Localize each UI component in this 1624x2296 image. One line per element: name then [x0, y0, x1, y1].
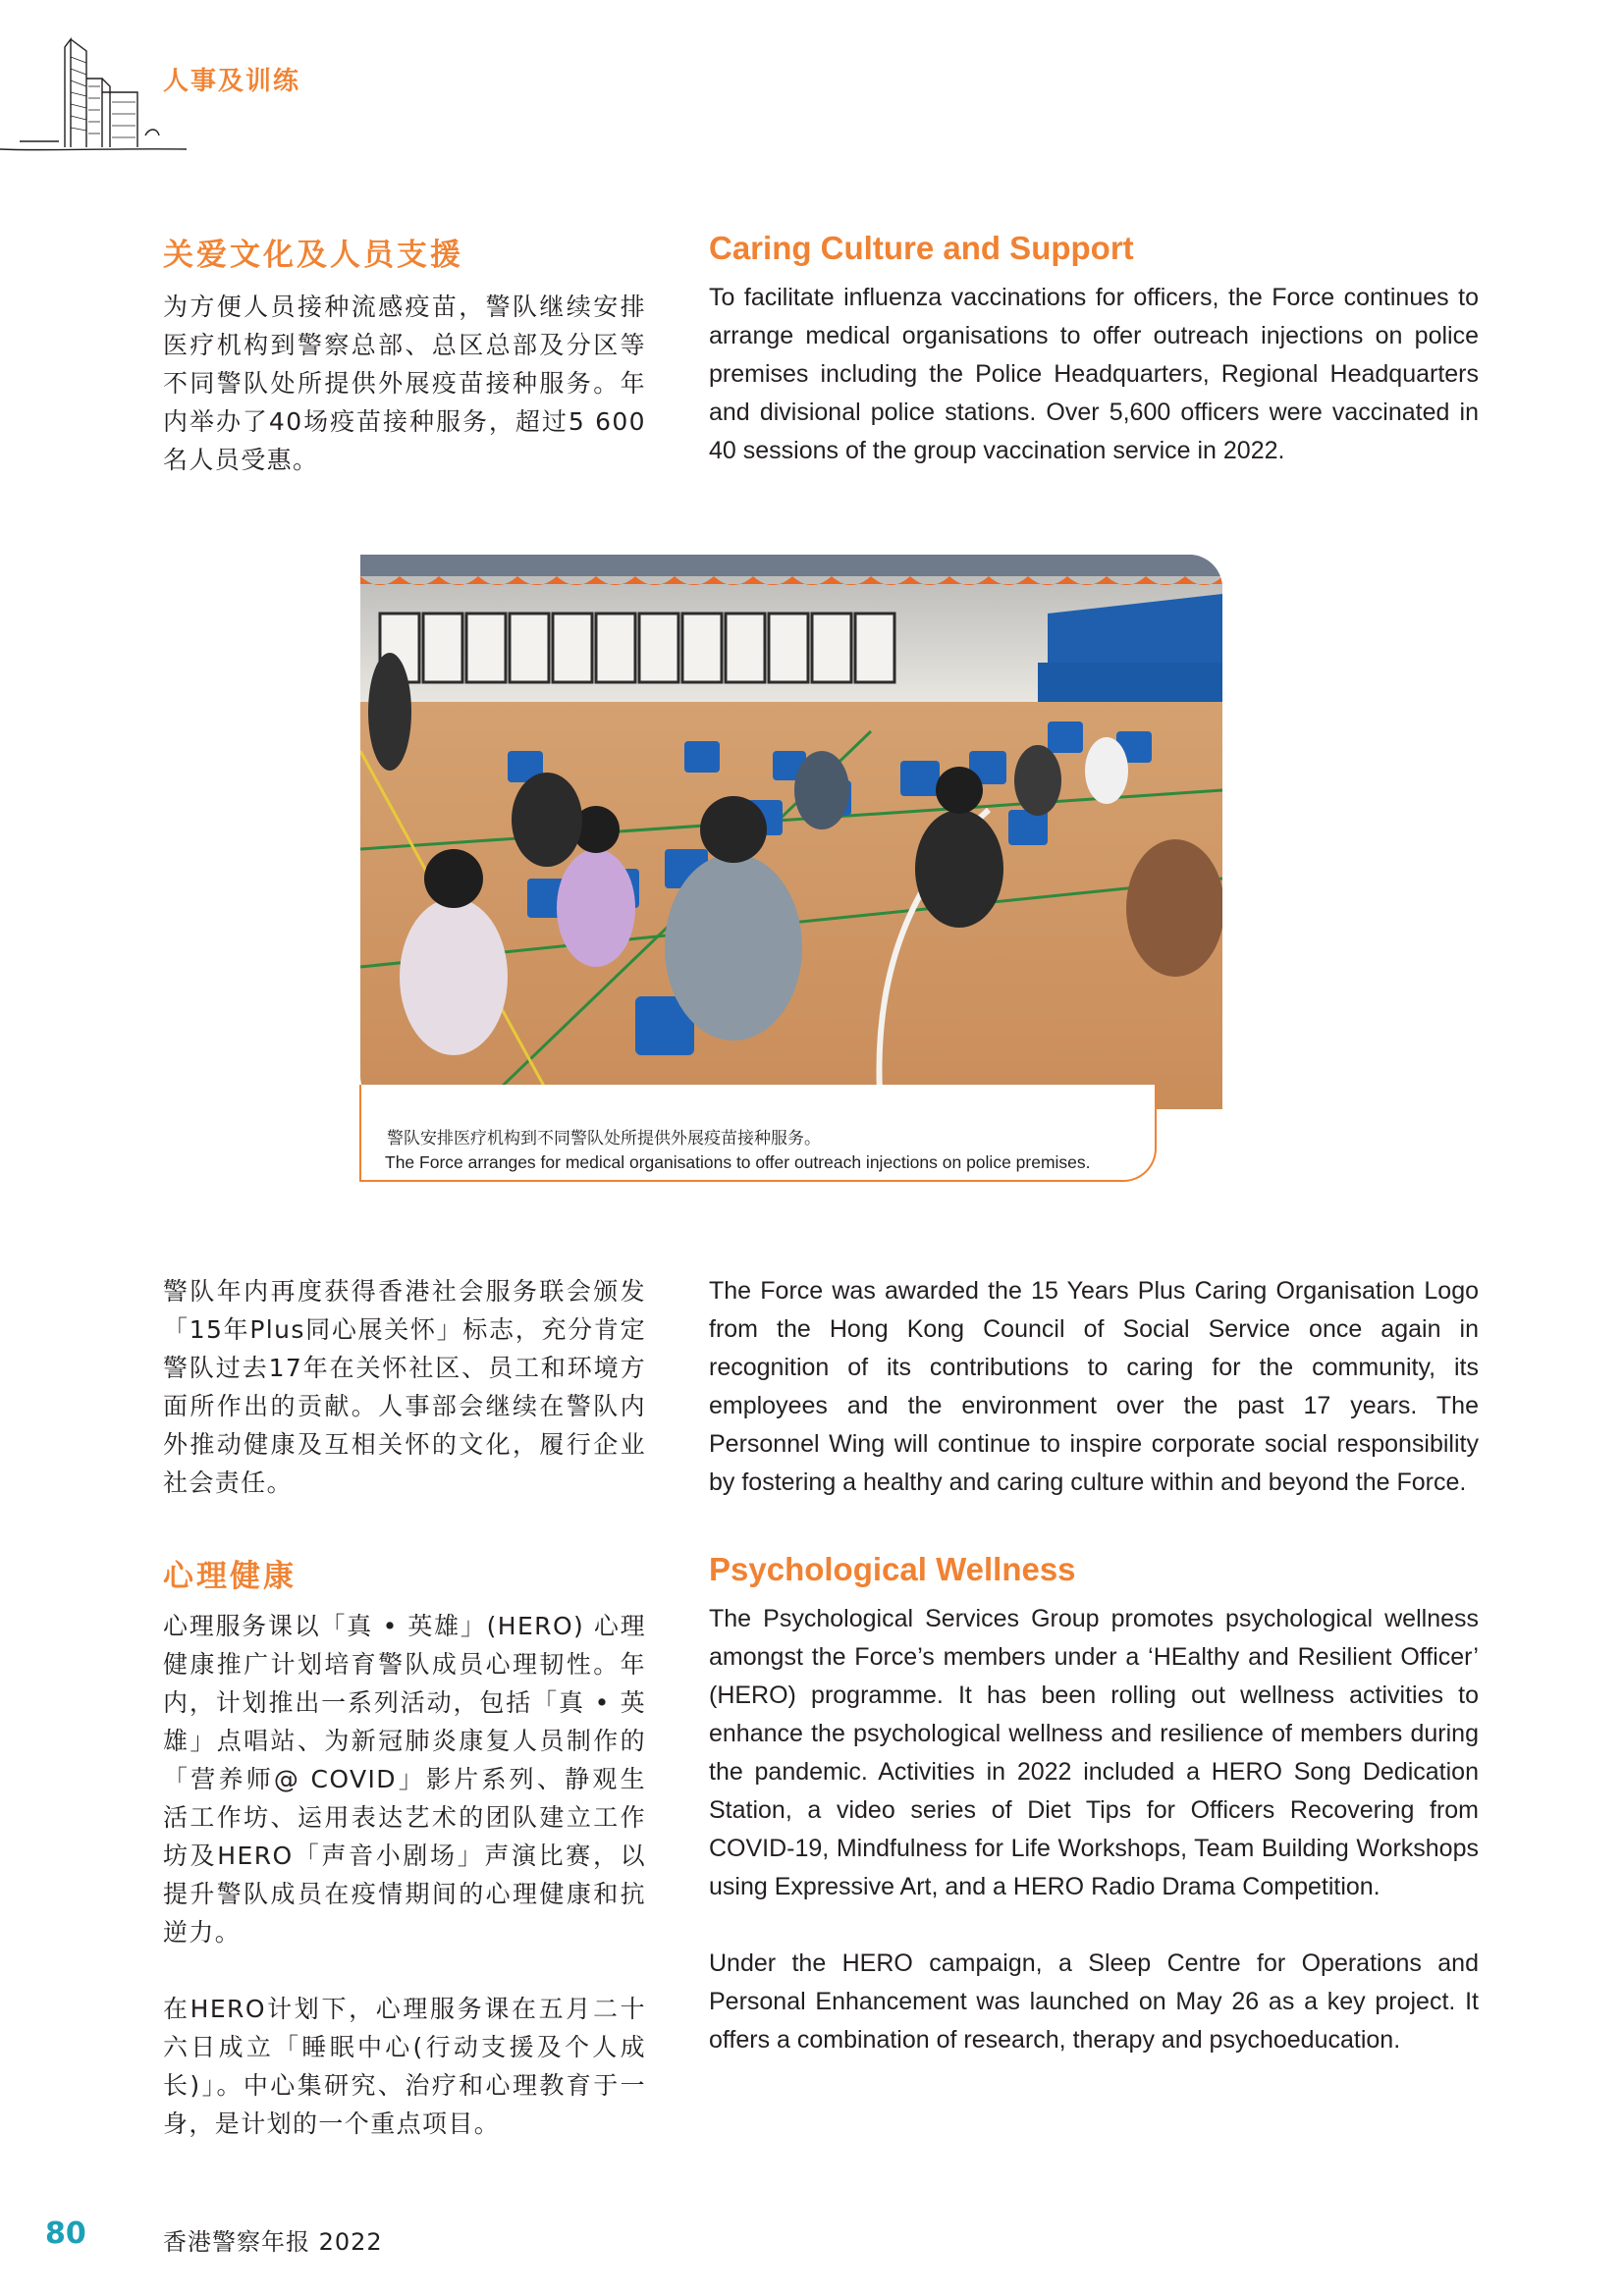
caring-paragraph-1-zh: 为方便人员接种流感疫苗，警队继续安排医疗机构到警察总部、总区总部及分区等不同警队处所提供外展疫苗接种服务。年内举办了40场疫苗接种服务，超过5 600名人员受惠。 [163, 293, 646, 474]
section-title: 人事及训练 [163, 67, 301, 96]
wellness-paragraph-1-en: The Psychological Services Group promotes psychological wellness amongst the Force’s members under a ‘HEalthy and Resilient Officer’ (HERO) programme. It has been rolling out wellness activities to enhance the psychological wellness and resilience of members during the pandemic. Activities in 2022 included a HERO Song Dedication Station, a video series of Diet Tips for Officers Recovering from COVID-19, Mindfulness for Life Workshops, Team Building Workshops using Expressive Art, and a HERO Radio Drama Competition. [709, 1605, 1479, 1900]
vaccination-hall-photo [360, 555, 1222, 1109]
caring-paragraph-1-en: To facilitate influenza vaccinations for officers, the Force continues to arrange medical organisations to offer outreach injections on police premises including the Police Headquarters, Regional Headquarters and divisional police stations. Over 5,600 officers were vaccinated in 40 sessions of the group vaccination service in 2022. [709, 284, 1479, 464]
caring-heading-zh: 关爱文化及人员支援 [163, 238, 463, 273]
photo-caption-zh: 警队安排医疗机构到不同警队处所提供外展疫苗接种服务。 [387, 1129, 821, 1148]
wellness-paragraph-1-zh: 心理服务课以「真 • 英雄」(HERO) 心理健康推广计划培育警队成员心理韧性。年内，计划推出一系列活动，包括「真 • 英雄」点唱站、为新冠肺炎康复人员制作的「营养师@ COVID」影片系列、静观生活工作坊、运用表达艺术的团队建立工作坊及HERO「声音小剧场」声演比赛，以提升警队成员在疫情期间的心理健康和抗逆力。 [163, 1612, 646, 1947]
caring-paragraph-2-zh: 警队年内再度获得香港社会服务联会颁发「15年Plus同心展关怀」标志，充分肯定警队过去17年在关怀社区、员工和环境方面所作出的贡献。人事部会继续在警队内外推动健康及互相关怀的文化，履行企业社会责任。 [163, 1277, 646, 1497]
photo-caption-en: The Force arranges for medical organisations to offer outreach injections on police premises. [385, 1152, 1091, 1172]
caring-zh-block [163, 230, 646, 479]
wellness-zh-block [163, 1551, 646, 2143]
wellness-heading-en: Psychological Wellness [709, 1551, 1076, 1587]
wellness-en-block [709, 1551, 1479, 2059]
caring-paragraph-2-en: The Force was awarded the 15 Years Plus Caring Organisation Logo from the Hong Kong Council of Social Service once again in recognition of its contributions to caring for the community, its employees and the environment over the past 17 years. The Personnel Wing will continue to inspire corporate social responsibility by fostering a healthy and caring culture within and beyond the Force. [709, 1277, 1479, 1496]
page-number: 80 [45, 2216, 86, 2251]
wellness-paragraph-2-zh: 在HERO计划下，心理服务课在五月二十六日成立「睡眠中心(行动支援及个人成长)」。中心集研究、治疗和心理教育于一身，是计划的一个重点项目。 [163, 1995, 646, 2138]
caring-heading-en: Caring Culture and Support [709, 230, 1134, 266]
photo-caption-box [359, 1085, 1157, 1182]
caring-en-block [709, 230, 1479, 470]
wellness-paragraph-2-en: Under the HERO campaign, a Sleep Centre for Operations and Personal Enhancement was launched on May 26 as a key project. It offers a combination of research, therapy and psychoeducation. [709, 1949, 1479, 2054]
publication-title: 香港警察年报 2022 [163, 2228, 383, 2256]
wellness-heading-zh: 心理健康 [163, 1559, 297, 1594]
building-sketch-logo [0, 18, 187, 155]
